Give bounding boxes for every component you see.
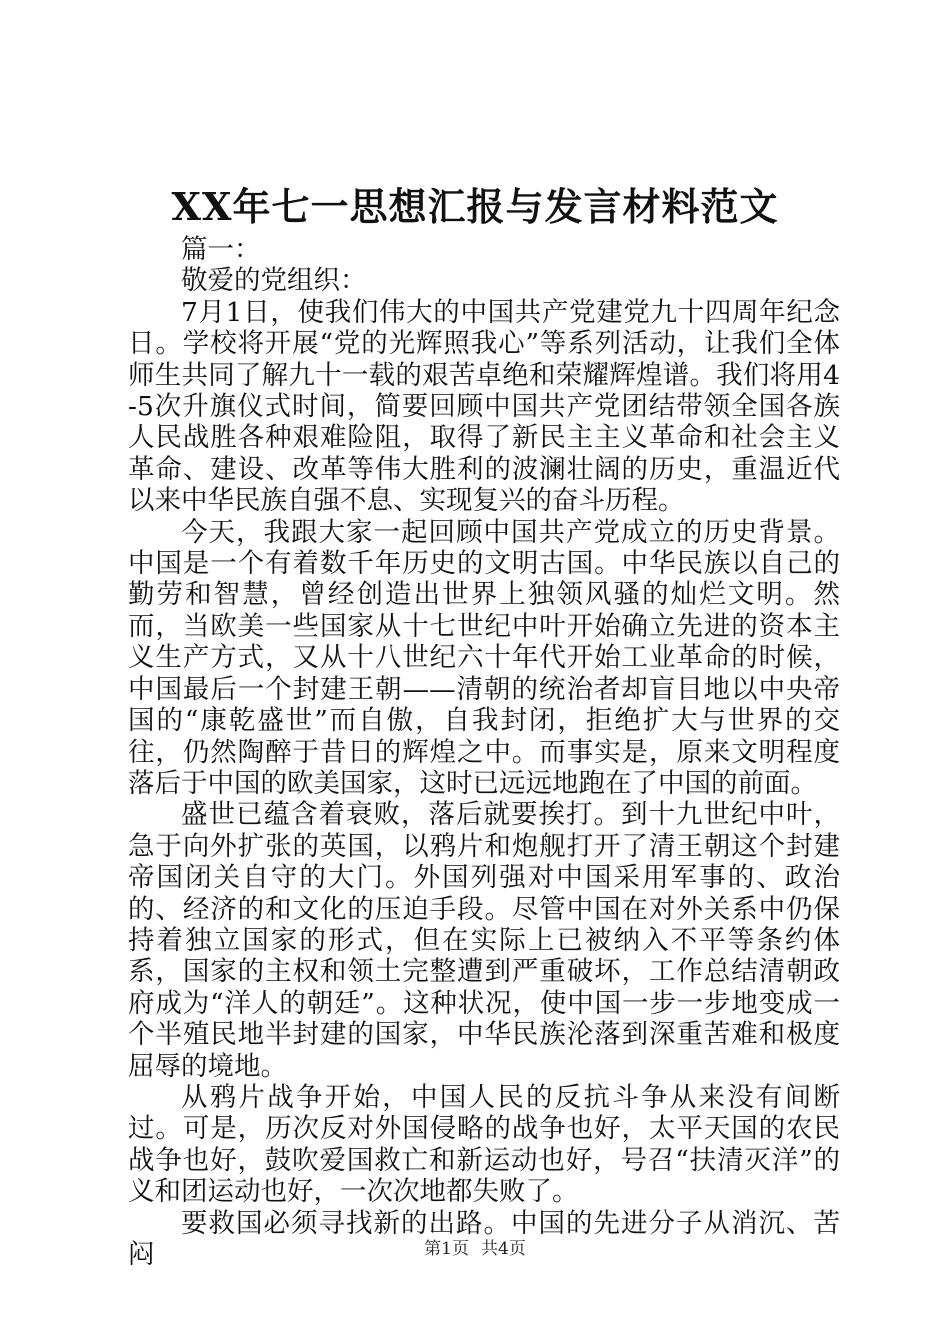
section-label: 篇一：: [181, 234, 261, 265]
page-footer: [0, 1238, 950, 1260]
paragraph: 盛世已蕴含着衰败，落后就要挨打。到十九世纪中叶，急于向外扩张的英国，以鸦片和炮舰打开了清王朝这个封建帝国闭关自守的大门。外国列强对中国采用军事的、政治的、经济的和文化的压迫手段。尽管中国在对外关系中仍保持着独立国家的形式，但在实际上已被纳入不平等条约体系，国家的主权和领土完整遭到严重破坏，工作总结清朝政府成为“洋人的朝廷”。这种状况，使中国一步一步地变成一个半殖民地半封建的国家，中华民族沦落到深重苦难和极度屈辱的境地。: [128, 799, 840, 1082]
paragraph: 从鸦片战争开始，中国人民的反抗斗争从来没有间断过。可是，历次反对外国侵略的战争也好，太平天国的农民战争也好，鼓吹爱国救亡和新运动也好，号召“扶清灭洋”的义和团运动也好，一次次地都失败了。: [128, 1081, 840, 1208]
page-total: 共4页: [481, 1239, 526, 1259]
document-body: [128, 234, 840, 1270]
paragraph: 要救国必须寻找新的出路。中国的先进分子从消沉、苦闷: [128, 1207, 840, 1270]
paragraph: 今天，我跟大家一起回顾中国共产党成立的历史背景。中国是一个有着数千年历史的文明古国。中华民族以自己的勤劳和智慧，曾经创造出世界上独领风骚的灿烂文明。然而，当欧美一些国家从十七世纪中叶开始确立先进的资本主义生产方式，又从十八世纪六十年代开始工业革命的时候，中国最后一个封建王朝——清朝的统治者却盲目地以中央帝国的“康乾盛世”而自傲，自我封闭，拒绝扩大与世界的交往，仍然陶醉于昔日的辉煌之中。而事实是，原来文明程度落后于中国的欧美国家，这时已远远地跑在了中国的前面。: [128, 516, 840, 799]
salutation: 敬爱的党组织：: [181, 265, 367, 297]
paragraph: 7月1日，使我们伟大的中国共产党建党九十四周年纪念日。学校将开展“党的光辉照我心”等系列活动，让我们全体师生共同了解九十一载的艰苦卓绝和荣耀辉煌谱。我们将用4-5次升旗仪式时间，简要回顾中国共产党团结带领全国各族人民战胜各种艰难险阻，取得了新民主主义革命和社会主义革命、建设、改革等伟大胜利的波澜壮阔的历史，重温近代以来中华民族自强不息、实现复兴的奋斗历程。: [128, 296, 840, 517]
page-number: 第1页: [424, 1239, 469, 1259]
document-title: XX年七一思想汇报与发言材料范文: [171, 184, 779, 229]
